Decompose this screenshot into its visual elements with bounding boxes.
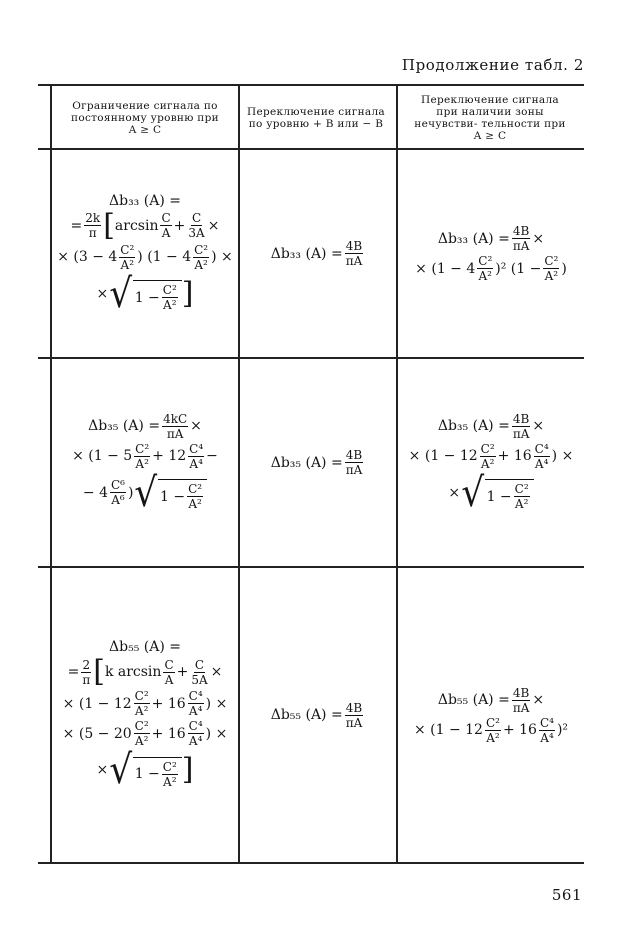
table-top-rule bbox=[38, 84, 584, 86]
header-col-1: Ограничение сигнала по постоянному уровню при A ≥ C bbox=[71, 100, 219, 136]
row1-col3-formula: Δb₃₃ (A) = $\frac{4B}{\pi A}$ × × (1 − 4 C² A² )² (1 − $\frac{\text{C²}}{\text{A²}}$ ) bbox=[415, 224, 567, 283]
row2-col1-formula: Δb₃₅ (A) = $\frac{4kC}{\pi A}$ × × (1 − 5 C² A² + 12 C⁴ A⁴ − − 4 C⁶ A⁶ ) √ 1 − $\frac{\text{C²}}{\text{A²}}$ bbox=[72, 411, 218, 516]
table-continuation-caption: Продолжение табл. 2 bbox=[401, 56, 584, 74]
row3-col1-formula: Δb₅₅ (A) = = $\frac{2}{\pi}$ [ k arcsin C A + $\frac{C}{5A}$ × × (1 − 12 C² A² + 16 C⁴ A⁴ ) × × (5 − 20 C² A² + 16 C⁴ A⁴ ) × × √ 1 − $\frac{\text{C²}}{\text{A²}}$ ] bbox=[62, 639, 228, 793]
row1-col2-formula: Δb₃₃ (A) = $\frac{4B}{\pi A}$ bbox=[270, 239, 363, 268]
table-bottom-rule bbox=[38, 862, 584, 864]
header-col-3: Переключение сигнала при наличии зоны нечувстви- тельности при A ≥ C bbox=[414, 94, 566, 142]
row3-col3-formula: Δb₅₅ (A) = $\frac{4B}{\pi A}$ × × (1 − 12 C² A² + 16 C⁴ A⁴ )² bbox=[413, 685, 569, 745]
row2-col3-formula: Δb₃₅ (A) = $\frac{4B}{\pi A}$ × × (1 − 12 C² A² + 16 C⁴ A⁴ ) × × √ 1 − $\frac{\text{C²}}{\text{A²}}$ bbox=[408, 411, 574, 516]
row2-col2-formula: Δb₃₅ (A) = $\frac{4B}{\pi A}$ bbox=[270, 448, 363, 477]
header-col-2: Переключение сигнала по уровню + B или − B bbox=[247, 106, 385, 130]
row3-col2-formula: Δb₅₅ (A) = $\frac{4B}{\pi A}$ bbox=[270, 700, 363, 730]
page-number: 561 bbox=[551, 886, 582, 904]
row1-col1-formula: Δb₃₃ (A) = = $\frac{2k}{\pi}$ [ arcsin C A + $\frac{C}{3A}$ × × (3 − 4 C² A² ) (1 − 4 C² A² ) × × √ 1 − $\frac{\text{C²}}{\text{A²}}$ ] bbox=[57, 192, 233, 317]
